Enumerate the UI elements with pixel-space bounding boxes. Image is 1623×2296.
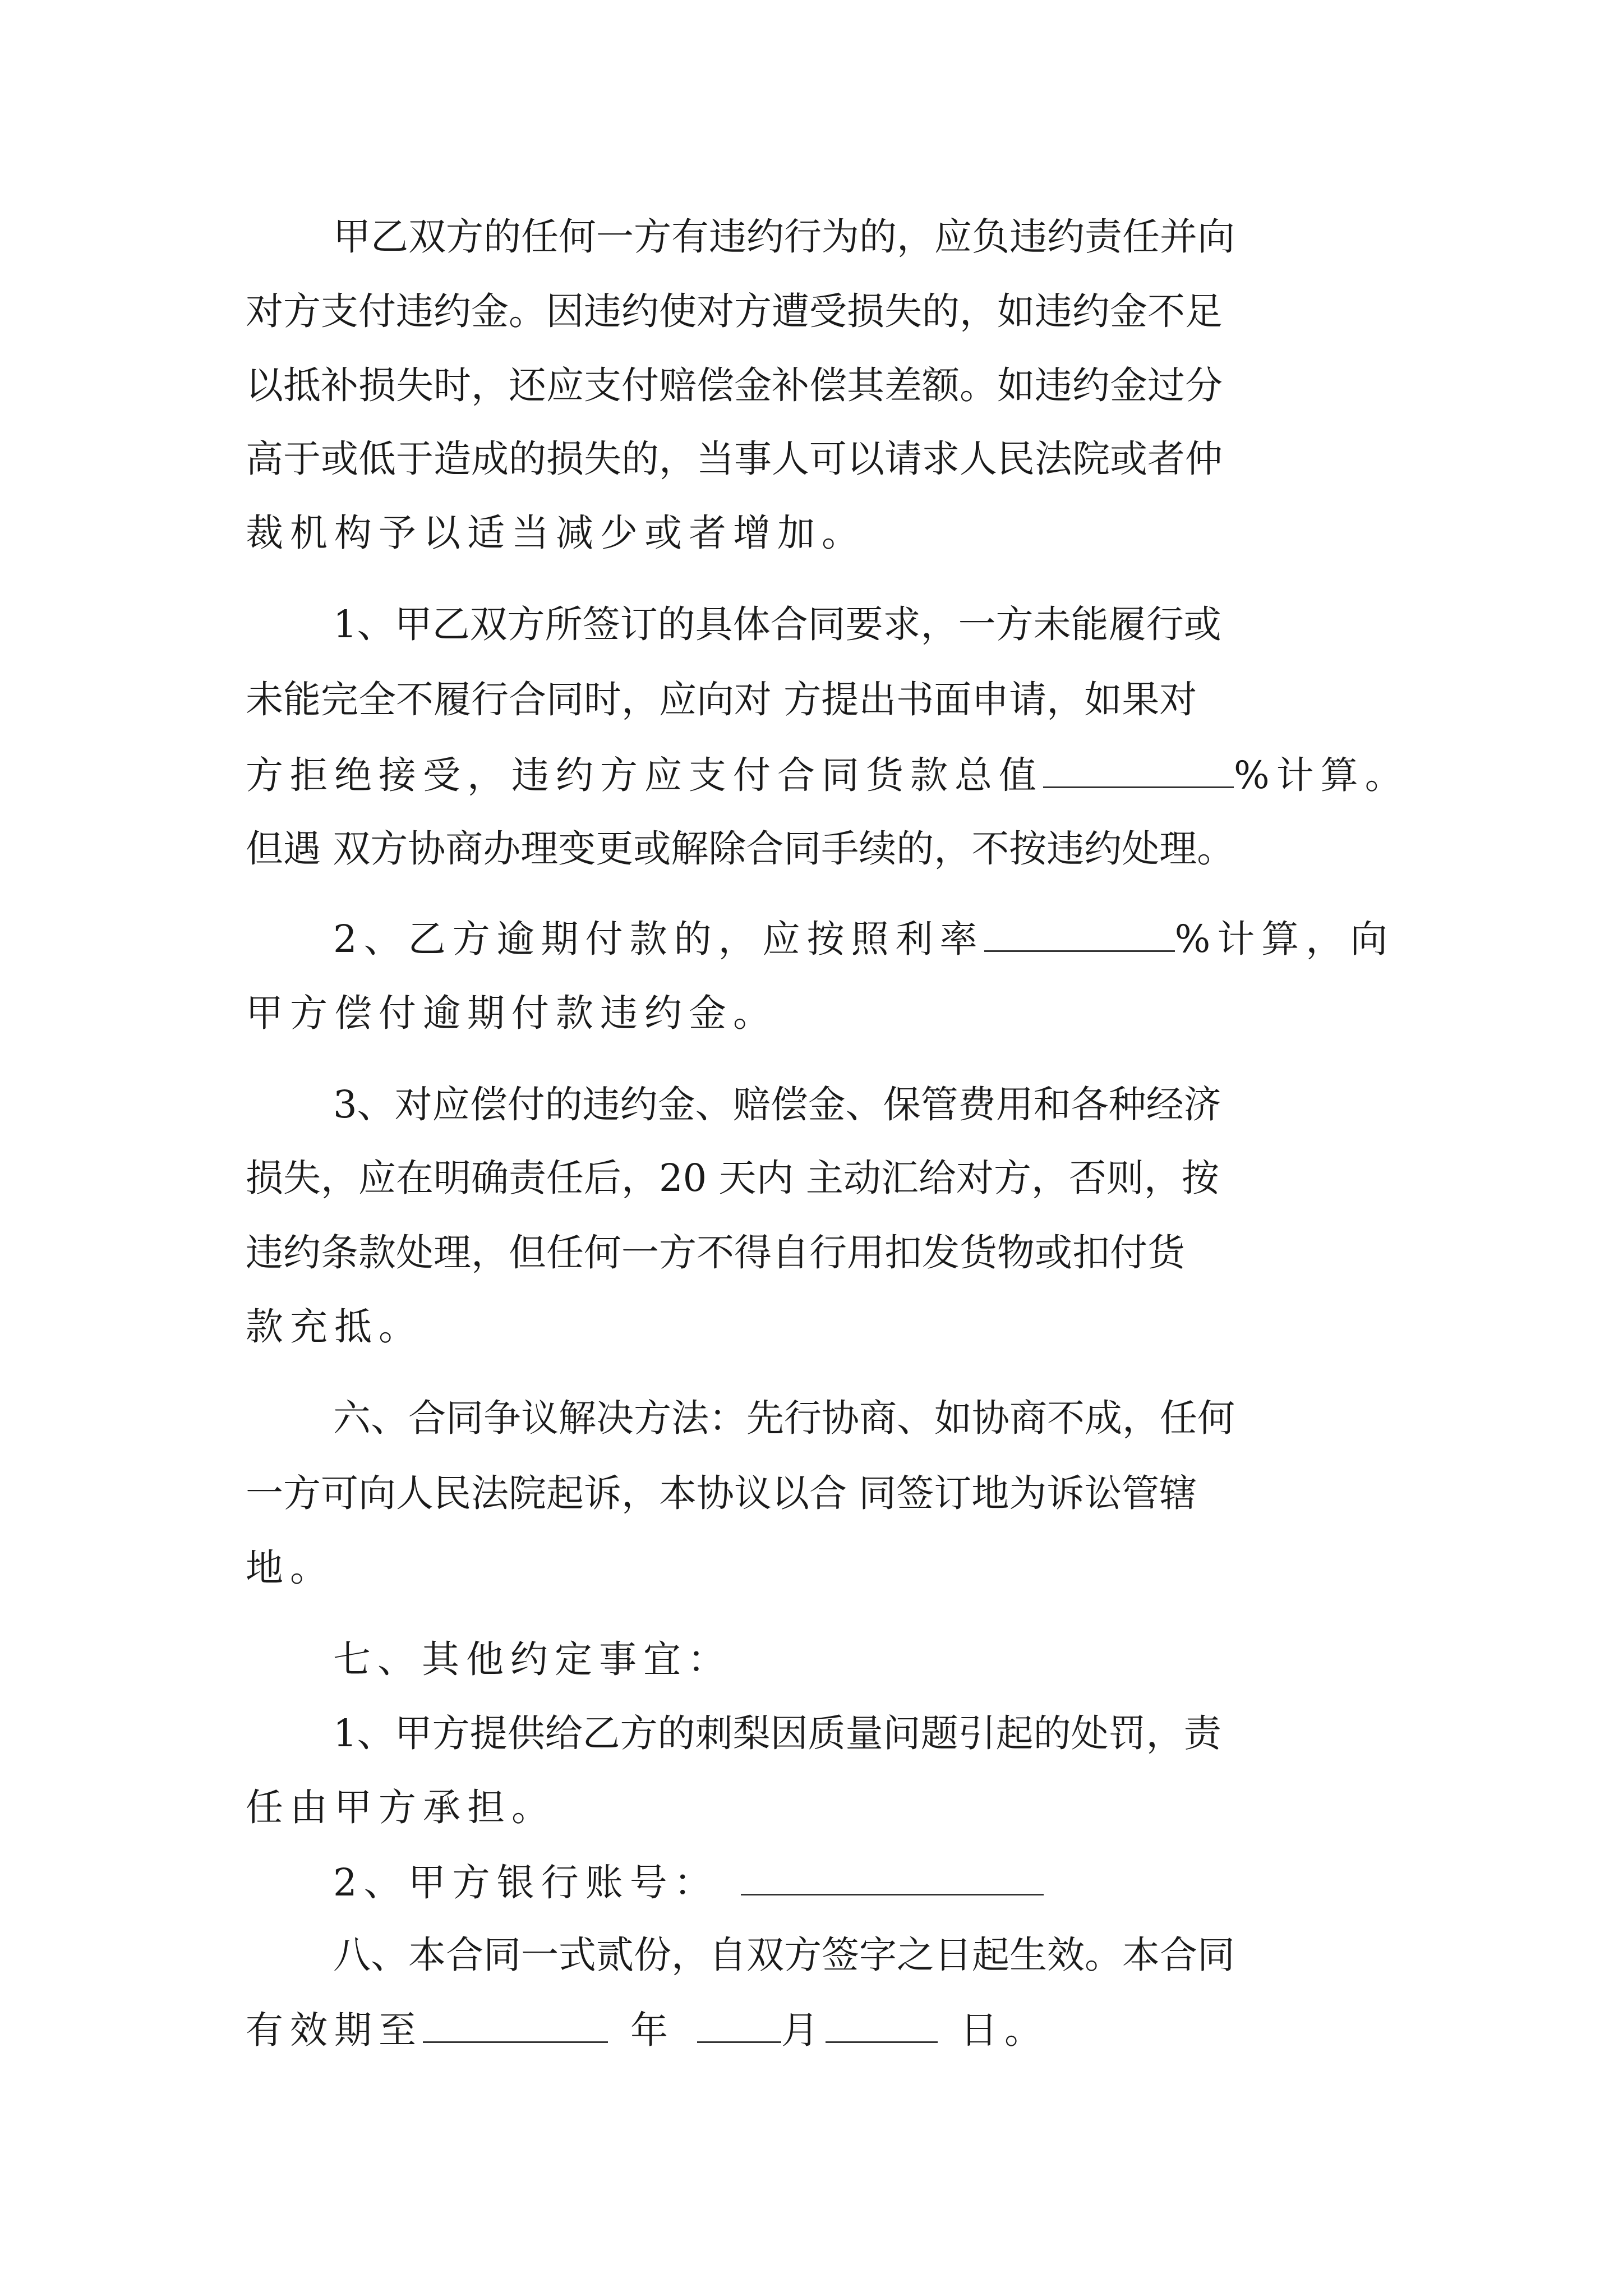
text: 以抵补损失时，还应支付赔偿金补偿其差额。如违约金过分 xyxy=(246,364,1223,407)
clause-1-line-4 xyxy=(246,821,1412,877)
bank-account-blank[interactable] xyxy=(741,1853,1044,1895)
text: 甲方偿付逾期付款违约金。 xyxy=(246,991,777,1035)
paragraph-liability-line-4 xyxy=(246,431,1390,487)
paragraph-liability-line-2 xyxy=(246,283,1390,339)
interest-rate-blank[interactable] xyxy=(984,910,1175,952)
text: 1、甲乙双方所签订的具体合同要求，一方未能履行或 xyxy=(333,602,1221,646)
text: %计算，向 xyxy=(1174,917,1395,961)
text: 但遇 双方协商办理变更或解除合同手续的，不按违约处理。 xyxy=(246,827,1235,871)
text: 地。 xyxy=(246,1546,334,1590)
text: 高于或低于造成的损失的，当事人可以请求人民法院或者仲 xyxy=(246,437,1223,481)
section-6-line-3 xyxy=(246,1540,1390,1596)
clause-3-line-3 xyxy=(246,1225,1390,1281)
text: 违约条款处理，但任何一方不得自行用扣发货物或扣付货 xyxy=(246,1231,1185,1274)
text: 六、合同争议解决方法：先行协商、如协商不成，任何 xyxy=(333,1396,1235,1440)
contract-total-blank[interactable] xyxy=(1043,746,1234,788)
section-7-2-line-1 xyxy=(333,1853,1390,1910)
text: 日。 xyxy=(960,2008,1049,2052)
clause-1-line-2 xyxy=(246,671,1390,728)
validity-end-year-blank[interactable] xyxy=(423,2001,608,2043)
text: 方拒绝接受，违约方应支付合同货款总值 xyxy=(246,753,1043,797)
text: 七、其他约定事宜： xyxy=(333,1637,732,1681)
section-7-1-line-1 xyxy=(333,1705,1390,1761)
text: 款充抵。 xyxy=(246,1305,423,1349)
clause-1-line-1 xyxy=(333,596,1390,652)
section-8-line-1 xyxy=(333,1927,1390,1983)
text: 裁机构予以适当减少或者增加。 xyxy=(246,511,866,555)
text: 未能完全不履行合同时，应向对 方提出书面申请，如果对 xyxy=(246,678,1197,721)
text: 2、甲方银行账号： xyxy=(333,1861,718,1904)
paragraph-liability-line-3 xyxy=(246,357,1390,413)
text: 年 xyxy=(630,2008,675,2052)
text: %计算。 xyxy=(1234,753,1409,797)
text: 对方支付违约金。因违约使对方遭受损失的，如违约金不足 xyxy=(246,289,1223,333)
text: 2、乙方逾期付款的，应按照利率 xyxy=(333,917,984,961)
clause-3-line-4 xyxy=(246,1299,1390,1355)
text: 甲乙双方的任何一方有违约行为的，应负违约责任并向 xyxy=(333,215,1235,259)
clause-1-line-3 xyxy=(246,746,1435,802)
text: 有效期至 xyxy=(246,2008,423,2052)
section-7-heading xyxy=(333,1631,1390,1687)
text: 八、本合同一式贰份，自双方签字之日起生效。本合同 xyxy=(333,1933,1235,1977)
text: 月 xyxy=(781,2008,826,2052)
clause-2-line-2 xyxy=(246,985,1390,1041)
clause-3-line-2 xyxy=(246,1150,1390,1206)
paragraph-liability-line-5 xyxy=(246,505,1390,561)
text: 1、甲方提供给乙方的刺梨因质量问题引起的处罚，责 xyxy=(333,1711,1221,1755)
validity-end-day-blank[interactable] xyxy=(826,2001,938,2043)
section-6-line-2 xyxy=(246,1465,1390,1521)
text: 一方可向人民法院起诉，本协议以合 同签订地为诉讼管辖 xyxy=(246,1471,1197,1515)
text: 任由甲方承担。 xyxy=(246,1786,556,1829)
paragraph-liability-line-1 xyxy=(333,209,1390,265)
validity-end-month-blank[interactable] xyxy=(697,2001,781,2043)
section-8-line-2 xyxy=(246,2001,1390,2057)
section-6-line-1 xyxy=(333,1390,1390,1446)
text: 3、对应偿付的违约金、赔偿金、保管费用和各种经济 xyxy=(333,1083,1221,1126)
clause-3-line-1 xyxy=(333,1076,1390,1133)
clause-2-line-1 xyxy=(333,910,1395,966)
text: 损失，应在明确责任后，20 天内 主动汇给对方，否则，按 xyxy=(246,1156,1219,1200)
section-7-1-line-2 xyxy=(246,1779,1390,1835)
